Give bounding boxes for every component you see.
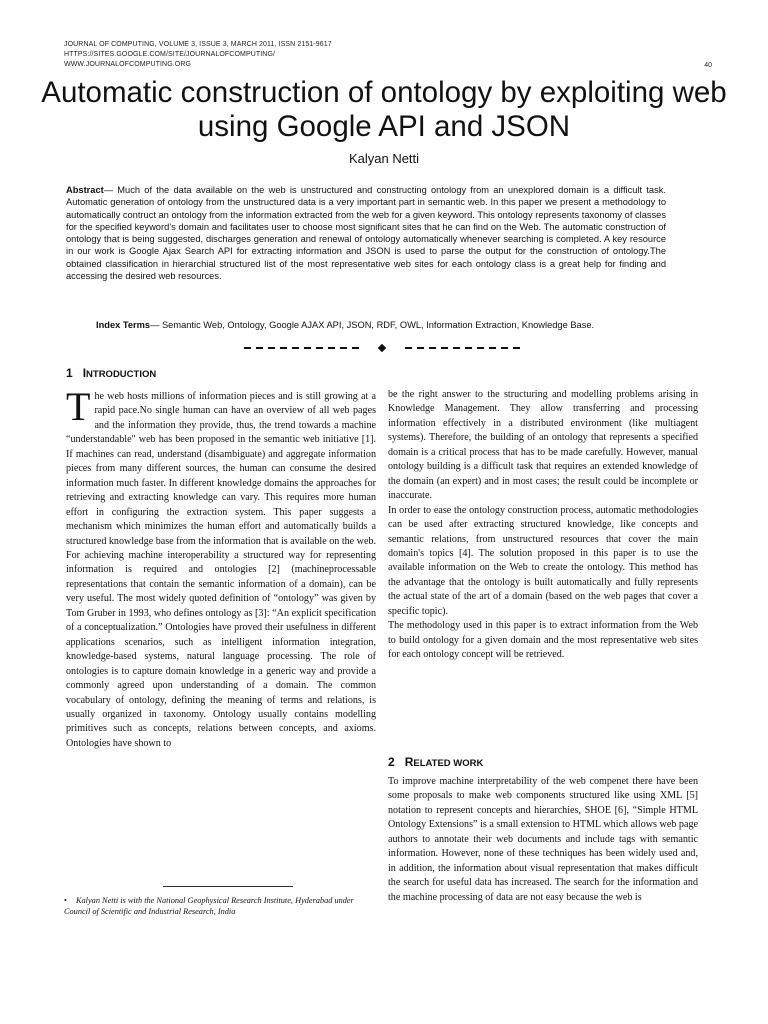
journal-website-line: WWW.JOURNALOFCOMPUTING.ORG	[64, 61, 192, 68]
separator-dashes-left	[244, 347, 359, 348]
diamond-icon	[378, 344, 386, 352]
footnote-bullet: •	[64, 896, 67, 905]
paper-title: Automatic construction of ontology by exploiting web using Google API and JSON	[41, 76, 727, 143]
section-separator	[244, 343, 520, 353]
introduction-paragraph	[66, 384, 377, 751]
related-work-paragraph: To improve machine interpretability of the web compenet there have been some proposals to make web components structured like using XML [5] notation to represent concepts and hierarchies, SHOE [6], “Simple HTML Ontology Extensions” is a small extension to HTML which allows web page authors to annotate their web documents and include tags with semantic information. However, none of these techniques has been widely used and, in addition, the information about visual representation that makes difficult the search for useful data has increased. The search for the information and the machine processing of data are not easy because the web is	[388, 776, 698, 903]
drop-cap: T	[66, 384, 91, 429]
footnote-text: Kalyan Netti is with the National Geophysical Research Institute, Hyderabad under Council of Scientific and Industrial Research, India	[64, 896, 354, 916]
abstract	[66, 184, 666, 282]
introduction-continued-paragraph: be the right answer to the structuring and modelling problems arising in Knowledge Management. They allow transferring and processing information effectively in a distributed environment (like multiagent systems). Therefore, the building of an ontology that represents a specified domain is a critical process that has to be made carefully. However, manual ontology building is a difficult task that requires an extended knowledge of the domain (an expert) and in most cases; the result could be incomplete or inaccurate.	[388, 389, 698, 502]
section-heading-related-work: 2 RELATED WORK	[388, 755, 484, 769]
footnote-rule	[163, 886, 293, 887]
author-footnote	[64, 895, 378, 917]
journal-header	[64, 40, 714, 70]
related-work-column	[388, 775, 698, 905]
section-heading-introduction: 1 INTRODUCTION	[66, 366, 157, 380]
page-number: 40	[704, 62, 712, 69]
journal-info-line: JOURNAL OF COMPUTING, VOLUME 3, ISSUE 3, MARCH 2011, ISSN 2151-9617	[64, 41, 332, 48]
section-number: 2	[388, 755, 395, 769]
separator-dashes-right	[405, 347, 520, 348]
section-number: 1	[66, 366, 73, 380]
introduction-text: he web hosts millions of information pieces and is still growing at a rapid pace.No single human can have an overview of all web pages and the information they provide, thus, the trend towards a machine “understandable" web has been proposed in the semantic web initiative [1]. If machines can read, understand (disambiguate) and aggregate information pieces from many different sources, the human can consume the desired information much faster. In different knowledge domains the approaches for retrieving and extracting knowledge can vary. This requires more human effort in configuring the extraction system. This paper suggests a mechanism which minimizes the human effort and automatically builds a structured knowledge base from the information that is available on the web. For achieving machine interoperability a structured way for representing information is required and ontologies [2] (machineprocessable representations that contain the semantic information of a domain), can be very useful. The most widely quoted definition of “ontology” was given by Tom Gruber in 1993, who defines ontology as [3]: “An explicit specification of a conceptualization.” Ontologies have proved their usefulness in different applications scenarios, such as intelligent information integration, knowledge-based systems, natural language processing. The role of ontologies is to capture domain knowledge in a generic way and provide a commonly agreed upon understanding of a domain. The common vocabulary of ontology, defining the meaning of terms and relations, is usually organized in taxonomy. Ontology usually contains modelling primitives such as concepts, relations between concepts, and axioms. Ontologies have shown to	[66, 391, 377, 749]
abstract-text: — Much of the data available on the web is unstructured and constructing ontology from an unexplored domain is a difficult task. Automatic generation of ontology from the unstructured data is a very important part in semantic web. In this paper we present a methodology to automatically contruct an ontology from the information extracted from the web for a given keyword. This ontology represents taxonomy of classes for the specified keyword’s domain and facilitates user to choose most significant sites that he can find on the Web. The automatic construction of ontology that is being suggested, discharges generation and renewal of ontology automatically whenever searching is completed. A key resource in our work is Google Ajax Search API for extracting information and JSON is used to parse the output for the construction of ontology.The obtained classification in hierarchial structured list of the most representative web sites for each ontology class is a great help for finding and accessing the desired web resources.	[66, 185, 666, 282]
abstract-label: Abstract	[66, 185, 104, 195]
index-terms-label: Index Terms	[96, 320, 151, 330]
column-left	[66, 366, 376, 751]
index-terms	[96, 320, 696, 330]
index-terms-text: — Semantic Web, Ontology, Google AJAX API, JSON, RDF, OWL, Information Extraction, Knowledge Base.	[150, 320, 595, 330]
column-right	[388, 388, 698, 663]
author-name: Kalyan Netti	[348, 151, 420, 166]
introduction-paragraph-3: The methodology used in this paper is to extract information from the Web to build ontology for a given domain and the most representative web sites for each ontology concept will be retrieved.	[388, 620, 698, 661]
introduction-paragraph-2: In order to ease the ontology construction process, automatic methodologies can be used after extracting structured knowledge, like concepts and semantic relations, from unstructured resources that cover the main domain's topics [4]. The solution proposed in this paper is to use the available information on the Web to create the ontology. This method has the advantage that the ontology is built automatically and fully represents the actual state of the art of a domain (based on the web pages that cover a specific topic).	[388, 504, 698, 617]
journal-url-line: HTTPS://SITES.GOOGLE.COM/SITE/JOURNALOFCOMPUTING/	[64, 51, 276, 58]
